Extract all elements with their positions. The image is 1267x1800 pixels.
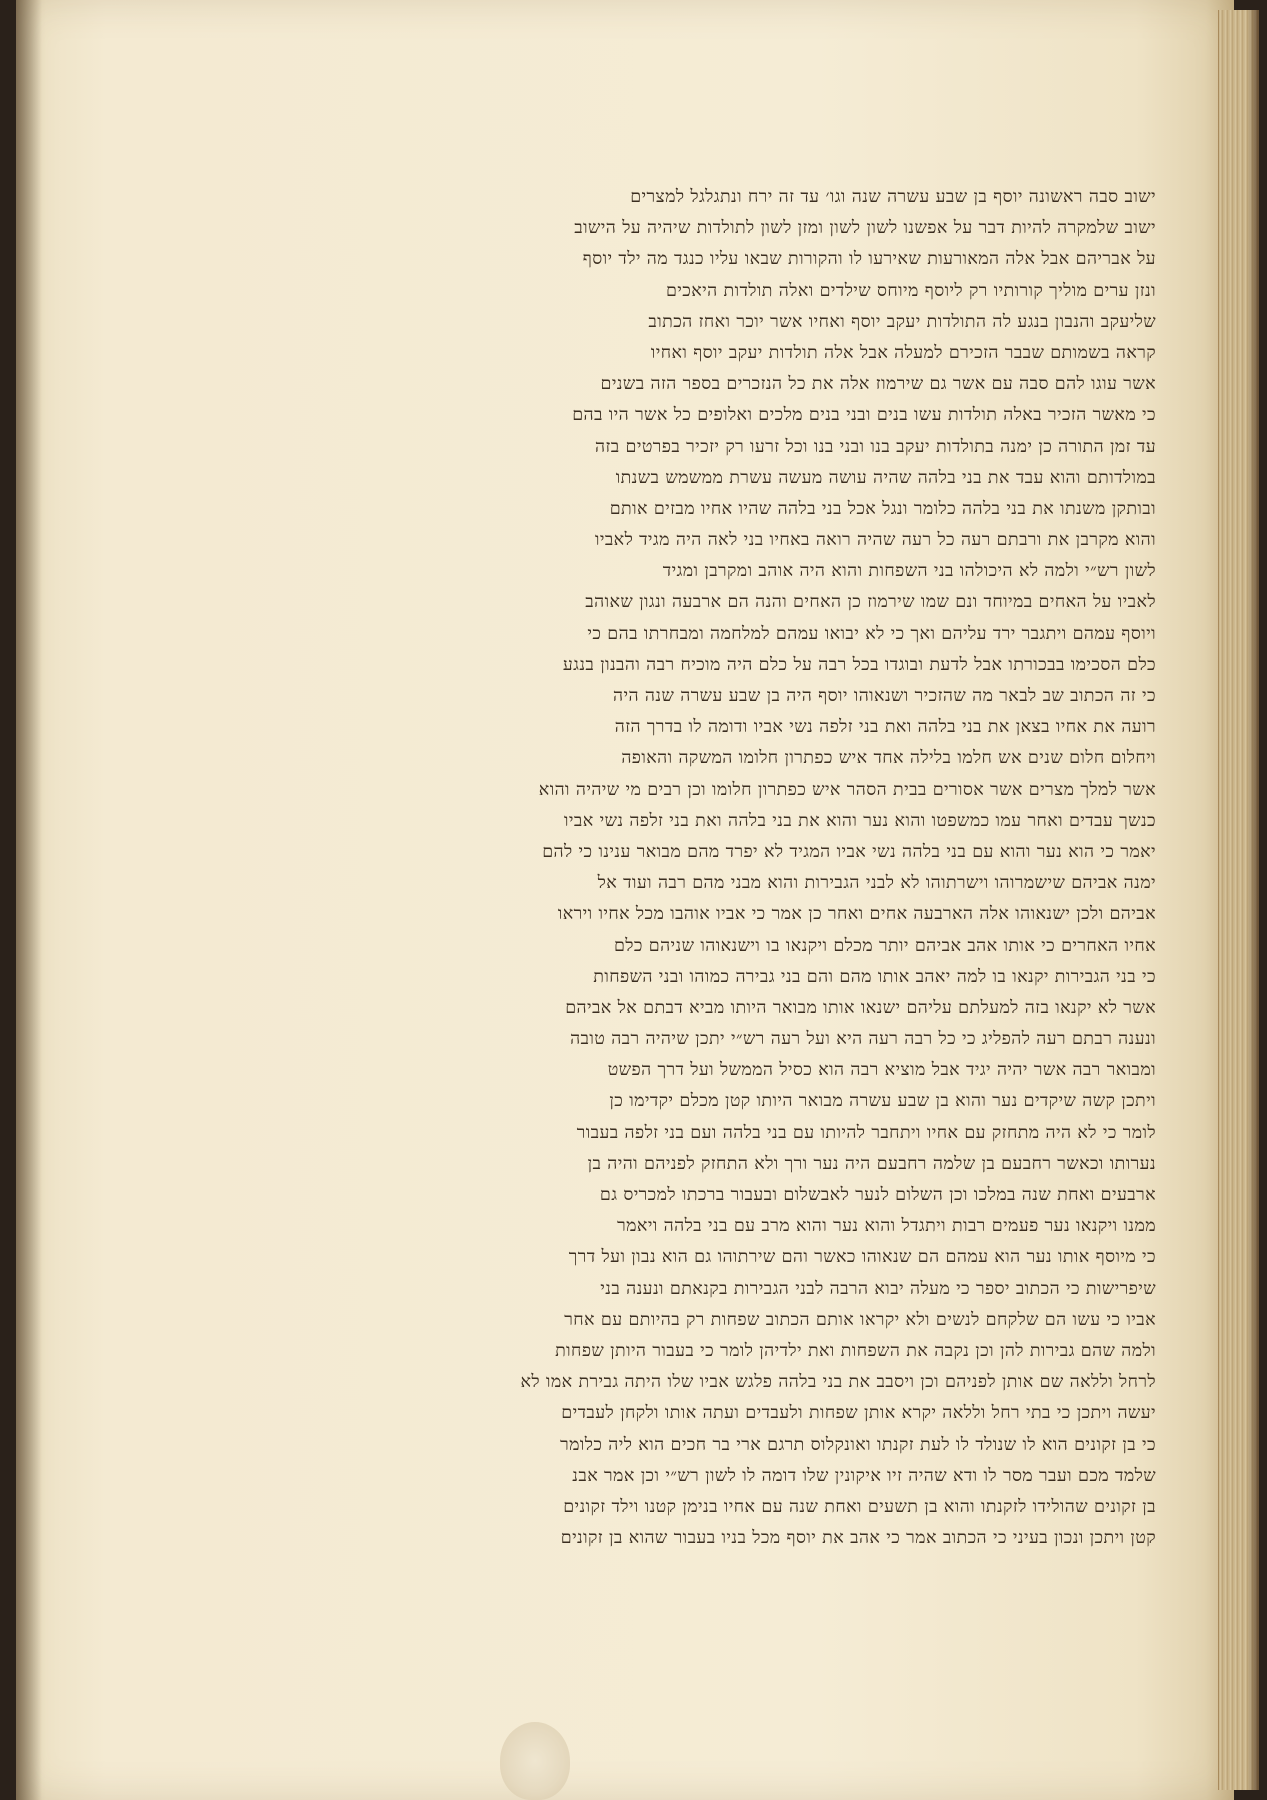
- text-line: והוא מקרבן את ורבתם רעה כל רעה שהיה רואה באחיו בני לאה היה מגיד לאביו: [594, 530, 1156, 551]
- text-line: ונזן ערים מוליך קורותיו רק ליוסף מיוחס שילדים ואלה תולדות היאכים: [665, 280, 1156, 301]
- text-line: ישוב סבה ראשונה יוסף בן שבע עשרה שנה וגו׳ עד זה ירח ונתגלגל למצרים: [630, 187, 1156, 207]
- text-line: כי בן זקונים הוא לו שנולד לו לעת זקנתו ואונקלוס תרגם ארי בר חכים הוא ליה כלומר: [560, 1434, 1156, 1455]
- text-line: כלם הסכימו בבכורתו אבל לדעת ובוגדו בכל רבה על כלם היה מוכיח רבה והבנון בנגע: [562, 654, 1156, 675]
- text-line: ויחלום חלום שנים אש חלמו בלילה אחד איש כפתרון חלומו המשקה והאופה: [621, 748, 1156, 769]
- text-line: לרחל וללאה שם אותן לפניהם וכן ויסבב את בני בלהה פלגש אביו שלו היתה גבירת אמו לא: [520, 1372, 1156, 1393]
- text-line: לאביו על האחים במיוחד ונם שמו שירמוז כן האחים והנה הם ארבעה ונגון שאוהב: [585, 592, 1156, 613]
- text-line: אחיו האחרים כי אותו אהב אביהם יותר מכלם ויקנאו בו וישנאוהו שניהם כלם: [613, 935, 1156, 956]
- text-line: עד זמן התורה כן ימנה בתולדות יעקב בנו ובני בנו וכל זרעו רק יזכיר בפרטים בזה: [594, 436, 1156, 457]
- parchment-stain: [500, 1722, 570, 1800]
- text-line: יעשה ויתכן כי בתי רחל וללאה יקרא אותן שפחות ולעבדים ועתה אותו ולקחן לעבדים: [561, 1403, 1156, 1424]
- text-line: אשר לא יקנאו בזה למעלתם עליהם ישנאו אותו מבואר היותו מביא דבתם אל אביהם: [565, 997, 1156, 1018]
- hebrew-text-block: [184, 182, 1156, 1554]
- text-line: ויתכן קשה שיקדים נער והוא בן שבע עשרה מבואר היותו קטן מכלם יקדימו כן: [609, 1091, 1156, 1112]
- text-line: שיפרישות כי הכתוב יספר כי מעלה יבוא הרבה לבני הגבירות בקנאתם ונענה בני: [600, 1278, 1156, 1299]
- text-line: ולמה שהם גבירות להן וכן נקבה את השפחות ואת ילדיהן לומר כי בעבור היותן שפחות: [555, 1340, 1156, 1361]
- text-line: כי בני הגבירות יקנאו בו למה יאהב אותו מהם והם בני גבירה כמוהו ובני השפחות: [593, 966, 1156, 987]
- text-line: לשון רש״י ולמה לא היכולהו בני השפחות והוא היה אוהב ומקרבן ומגיד: [662, 561, 1156, 582]
- binding-gutter-shadow: [16, 0, 42, 1800]
- text-line: אשר עוגו להם סבה עם אשר גם שירמוז אלה את כל הנזכרים בספר הזה בשנים: [600, 374, 1156, 395]
- text-line: ויוסף עמהם ויתגבר ירד עליהם ואך כי לא יבואו עמהם למלחמה ומבחרתו בהם כי: [587, 623, 1156, 644]
- text-line: ממנו ויקנאו נער פעמים רבות ויתגדל והוא נער והוא מרב עם בני בלהה ויאמר: [617, 1216, 1156, 1237]
- text-line: במולדותם והוא עבד את בני בלהה שהיה עושה מעשה עשרת ממשמש בשנתו: [615, 467, 1156, 488]
- text-line: בן זקונים שהולידו לזקנתו והוא בן תשעים ואחת שנה עם אחיו בנימן קטנו וילד זקונים: [563, 1496, 1156, 1517]
- text-line: ובותקן משנתו את בני בלהה כלומר ונגל אכל בני בלהה שהיו אחיו מבזים אותם: [609, 498, 1156, 519]
- text-line: ישוב שלמקרה להיות דבר על אפשנו לשון לשון ומזן לשון לתולדות שיהיה על הישוב: [574, 218, 1156, 239]
- text-line: שליעקב והנבון בנגע לה התולדות יעקב יוסף ואחיו אשר יוכר ואחז הכתוב: [648, 311, 1156, 332]
- text-line: אביו כי עשו הם שלקחם לנשים ולא יקראו אותם הכתוב שפחות רק בהיותם עם אחר: [564, 1309, 1156, 1330]
- text-line: כי זה הכתוב שב לבאר מה שהזכיר ושנאוהו יוסף היה בן שבע עשרה שנה היה: [613, 686, 1156, 706]
- text-line: ומבואר רבה אשר יהיה יגיד אבל מוציא רבה הוא כסיל הממשל ועל דרך הפשט: [607, 1060, 1156, 1081]
- text-line: ימנה אביהם שישמרוהו וישרתוהו לא לבני הגבירות והוא מבני מהם רבה ועוד אל: [597, 873, 1156, 894]
- text-line: נערותו וכאשר רחבעם בן שלמה רחבעם היה נער ורך ולא התחזק לפניהם והיה בן: [587, 1153, 1156, 1174]
- text-line: אביהם ולכן ישנאוהו אלה הארבעה אחים ואחר כן אמר כי אביו אוהבו מכל אחיו ויראו: [557, 904, 1156, 925]
- text-line: על אבריהם אבל אלה המאורעות שאירעו לו והקורות שבאו עליו כנגד מה ילד יוסף: [582, 249, 1156, 270]
- page-edges: [1218, 10, 1259, 1790]
- text-line: אשר למלך מצרים אשר אסורים בבית הסהר איש כפתרון חלומו וכן רבים מי שיהיה והוא: [538, 779, 1156, 800]
- manuscript-page: [16, 0, 1234, 1800]
- text-line: יאמר כי הוא נער והוא עם בני בלהה נשי אביו המגיד לא יפרד מהם מבואר ענינו כי להם: [542, 841, 1156, 862]
- text-line: קראה בשמותם שבבר הזכירם למעלה אבל אלה תולדות יעקב יוסף ואחיו: [650, 342, 1156, 363]
- text-line: כי מיוסף אותו נער הוא עמהם הם שנאוהו כאשר והם שירתוהו גם הוא נבון ועל דרך: [568, 1247, 1156, 1268]
- text-line: ארבעים ואחת שנה במלכו וכן השלום לנער לאבשלום ובעבור ברכתו למכריס גם: [599, 1185, 1156, 1205]
- text-line: ונענה רבתם רעה להפליג כי כל רבה רעה היא ועל רעה רש״י יתכן שיהיה רבה טובה: [570, 1029, 1156, 1050]
- text-line: קטן ויתכן ונכון בעיני כי הכתוב אמר כי אהב את יוסף מכל בניו בעבור שהוא בן זקונים: [560, 1528, 1156, 1549]
- text-line: כי מאשר הזכיר באלה תולדות עשו בנים ובני בנים מלכים ואלופים כל אשר היו בהם: [572, 405, 1156, 426]
- text-line: לומר כי לא היה מתחזק עם אחיו ויתחבר להיותו עם בני בלהה ועם בני זלפה בעבור: [576, 1122, 1156, 1143]
- text-line: כנשך עבדים ואחר עמו כמשפטו והוא נער והוא את בני בלהה ואת בני זלפה נשי אביו: [564, 810, 1156, 831]
- text-line: שלמד מכם ועבר מסר לו ודא שהיה זיו איקונין שלו דומה לו לשון רש״י וכן אמר אבנ: [572, 1465, 1156, 1486]
- text-line: רועה את אחיו בצאן את בני בלהה ואת בני זלפה נשי אביו ודומה לו בדרך הזה: [614, 717, 1156, 738]
